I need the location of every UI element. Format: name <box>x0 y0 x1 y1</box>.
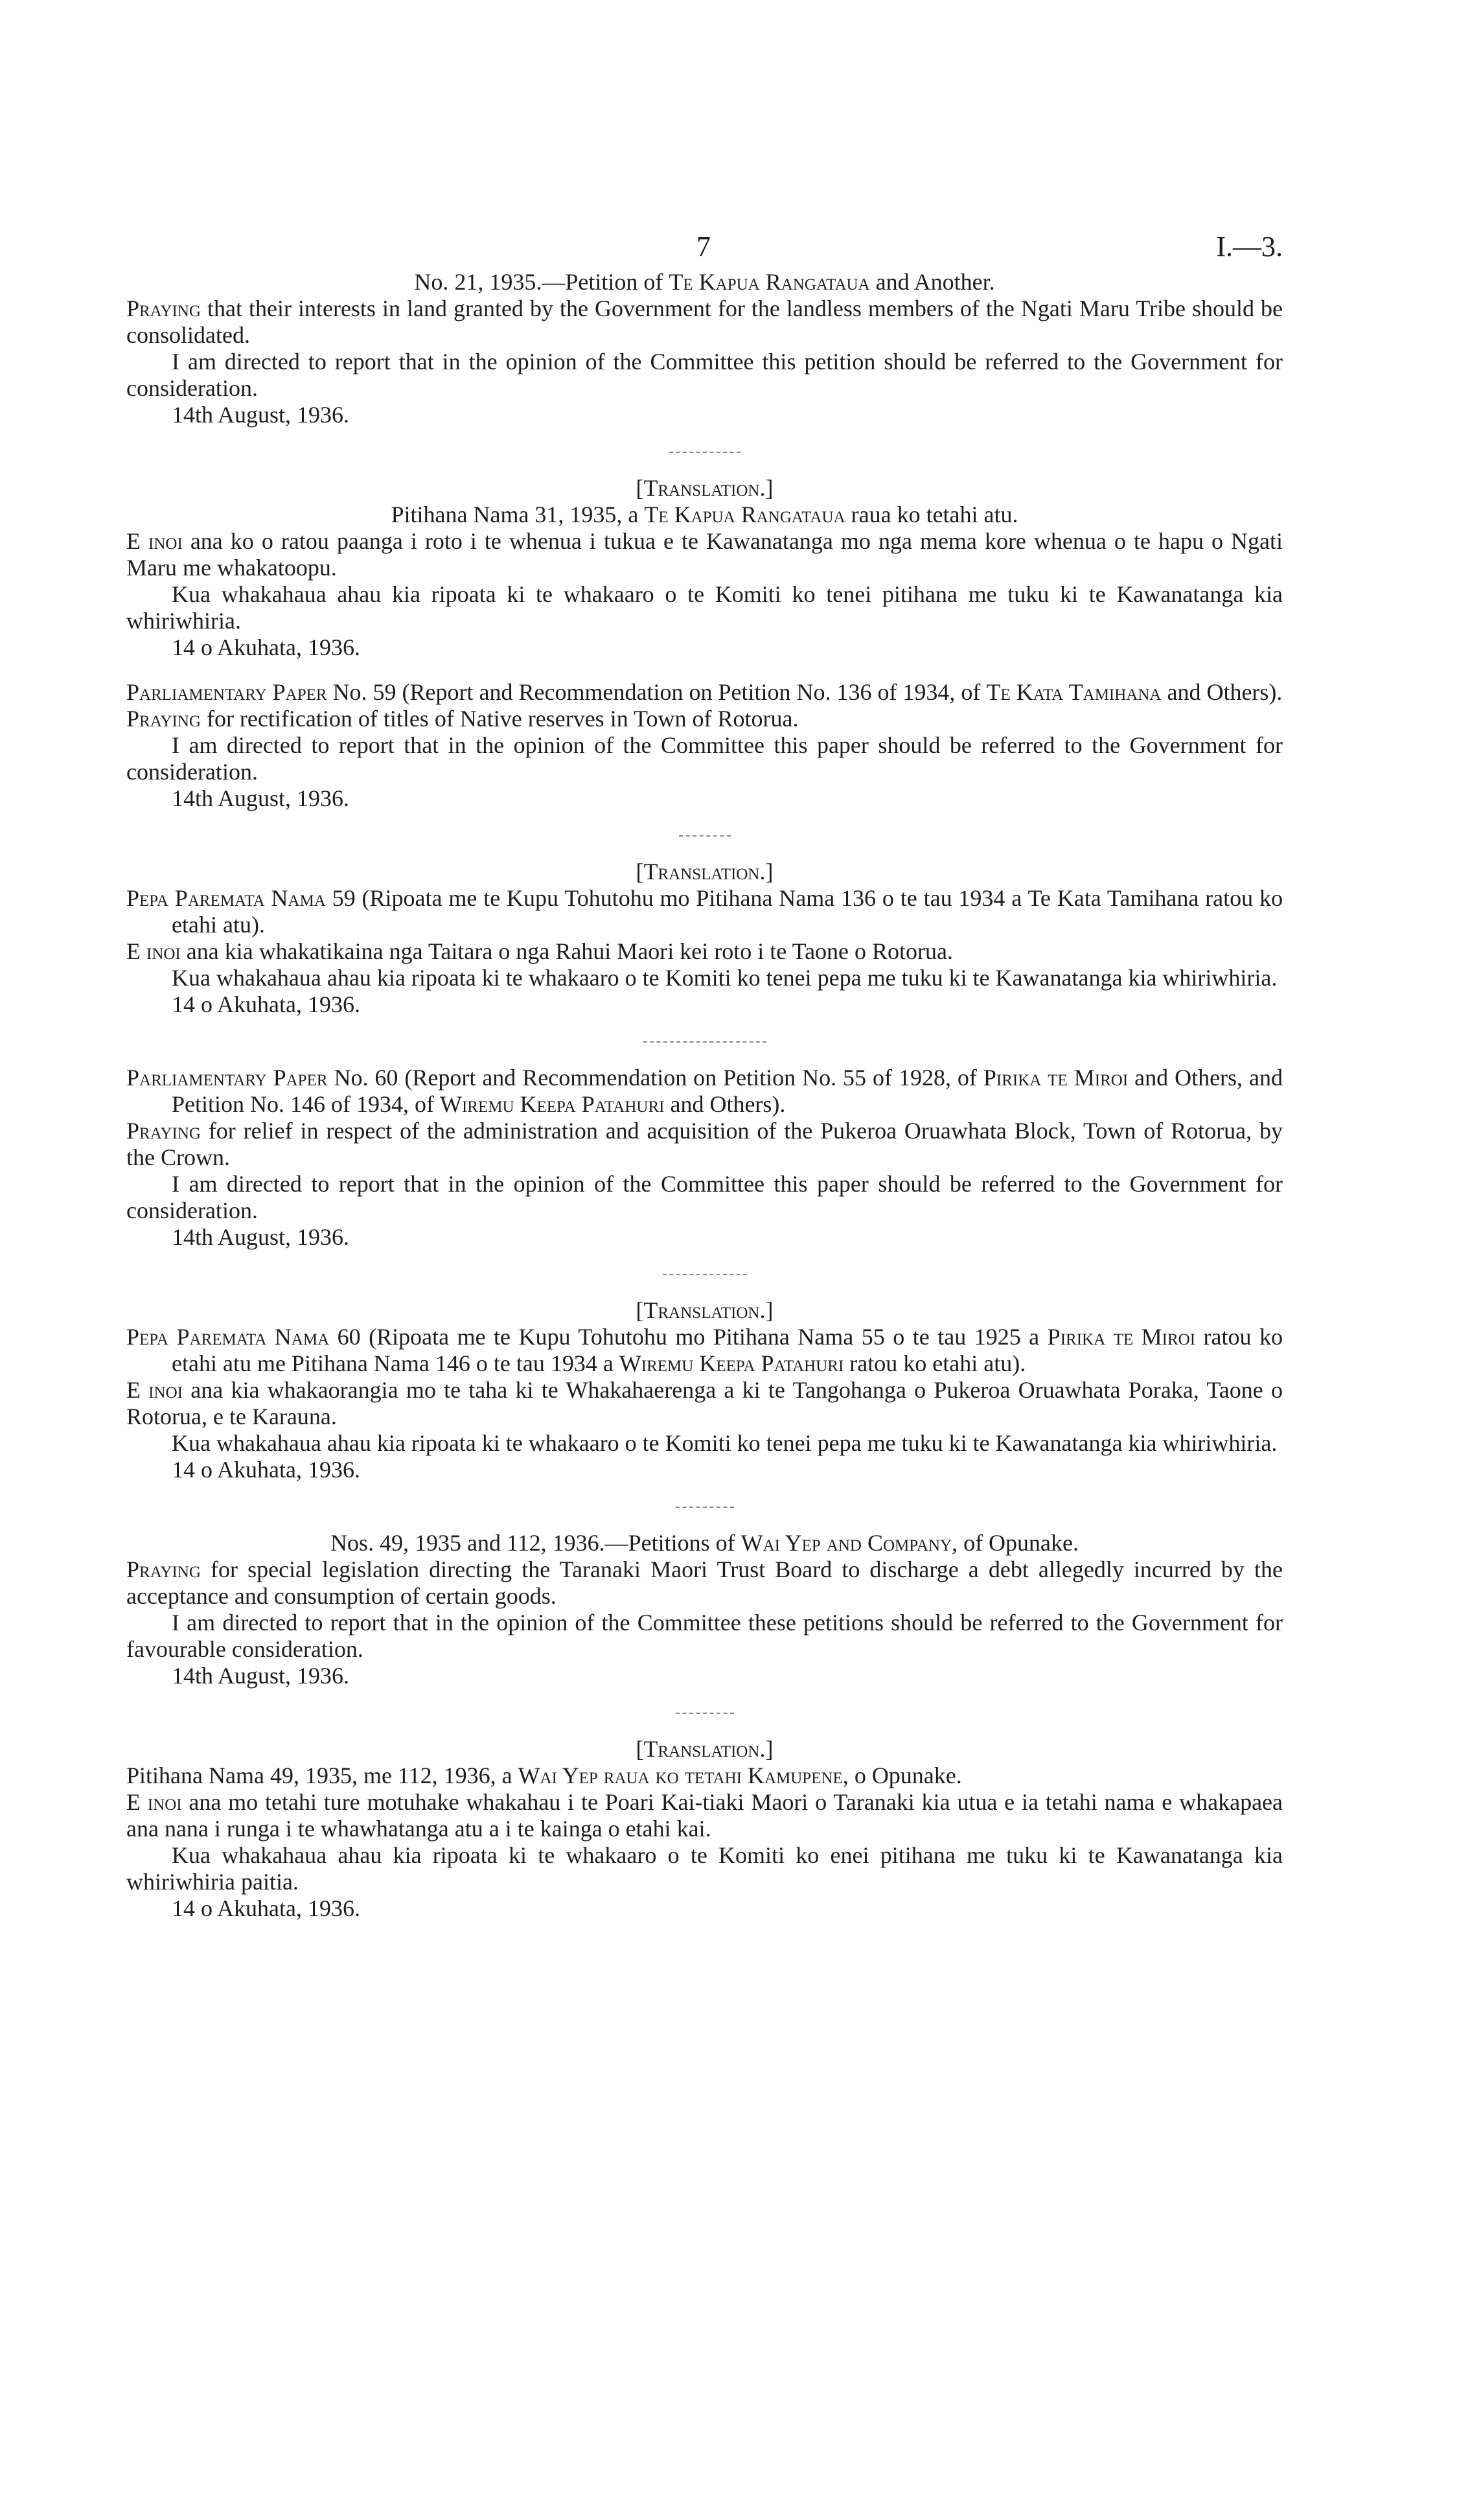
praying-paragraph: Praying for special legislation directing the Taranaki Maori Trust Board to discharge a debt allegedly incurred by the acceptance and consumption of certain goods. <box>126 1556 1283 1609</box>
translation-heading: [Translation.] <box>636 475 774 501</box>
praying-paragraph: E inoi ana ko o ratou paanga i roto i te whenua i tukua e te Kawanatanga mo nga mema kore whenua o te hapu o Ngati Maru me whakatoopu. <box>126 528 1283 581</box>
section-title: Parliamentary Paper No. 59 (Report and Recommendation on Petition No. 136 of 1934, of Te Kata Tamihana and Others). <box>126 679 1283 705</box>
section-divider <box>676 1713 734 1714</box>
page-header <box>126 230 1283 269</box>
section-title: No. 21, 1935.—Petition of Te Kapua Rangataua and Another. <box>414 269 995 295</box>
petition-section <box>126 679 1283 812</box>
section-title: Nos. 49, 1935 and 112, 1936.—Petitions of Wai Yep and Company, of Opunake. <box>330 1530 1079 1556</box>
section-date: 14th August, 1936. <box>172 1663 350 1689</box>
translation-section <box>126 1297 1283 1483</box>
translation-heading: [Translation.] <box>636 1297 774 1323</box>
paper-reference: I.—3. <box>1216 231 1283 262</box>
praying-paragraph: Praying that their interests in land granted by the Government for the landless members of the Ngati Maru Tribe should be consolidated. <box>126 295 1283 348</box>
petition-section <box>126 269 1283 428</box>
directive-paragraph: Kua whakahaua ahau kia ripoata ki te whakaaro o te Komiti ko tenei pepa me tuku ki te Kawanatanga kia whiriwhiria. <box>172 1430 1278 1456</box>
section-divider <box>643 1041 766 1043</box>
petition-section <box>126 1065 1283 1251</box>
section-title: Pitihana Nama 31, 1935, a Te Kapua Rangataua raua ko tetahi atu. <box>391 502 1018 527</box>
section-divider <box>663 1274 747 1275</box>
translation-section <box>126 475 1283 661</box>
directive-paragraph: I am directed to report that in the opinion of the Committee this petition should be referred to the Government for consideration. <box>126 349 1283 401</box>
translation-section <box>126 859 1283 1018</box>
section-date: 14 o Akuhata, 1936. <box>172 991 360 1017</box>
praying-paragraph: Praying for rectification of titles of Native reserves in Town of Rotorua. <box>126 706 799 732</box>
section-date: 14 o Akuhata, 1936. <box>172 1895 360 1921</box>
directive-paragraph: Kua whakahaua ahau kia ripoata ki te whakaaro o te Komiti ko tenei pepa me tuku ki te Kawanatanga kia whiriwhiria. <box>172 965 1278 991</box>
document-page <box>126 230 1283 1922</box>
section-divider <box>679 835 731 837</box>
section-title: Pepa Paremata Nama 60 (Ripoata me te Kupu Tohutohu mo Pitihana Nama 55 o te tau 1925 a Pirika te Miroi ratou ko etahi atu me Pitihana Nama 146 o te tau 1934 a Wiremu Keepa Patahuri ratou ko etahi atu). <box>126 1324 1283 1376</box>
section-title: Pepa Paremata Nama 59 (Ripoata me te Kupu Tohutohu mo Pitihana Nama 136 o te tau 1934 a Te Kata Tamihana ratou ko etahi atu). <box>126 885 1283 938</box>
section-divider <box>669 452 740 453</box>
translation-section <box>126 1736 1283 1922</box>
section-date: 14th August, 1936. <box>172 785 350 811</box>
petition-section <box>126 1530 1283 1689</box>
praying-paragraph: E inoi ana mo tetahi ture motuhake whakahau i te Poari Kai-tiaki Maori o Taranaki kia utua e ia tetahi nama e whakapaea ana nana i runga i te whawhatanga atu a i te kainga o etahi kai. <box>126 1789 1283 1842</box>
page-number: 7 <box>696 231 711 262</box>
praying-paragraph: Praying for relief in respect of the administration and acquisition of the Pukeroa Oruawhata Block, Town of Rotorua, by the Crown. <box>126 1118 1283 1170</box>
section-divider <box>676 1507 734 1508</box>
translation-heading: [Translation.] <box>636 1736 774 1762</box>
directive-paragraph: Kua whakahaua ahau kia ripoata ki te whakaaro o te Komiti ko tenei pitihana me tuku ki te Kawanatanga kia whiriwhiria. <box>126 581 1283 634</box>
section-date: 14th August, 1936. <box>172 402 350 428</box>
section-date: 14th August, 1936. <box>172 1224 350 1250</box>
praying-paragraph: E inoi ana kia whakatikaina nga Taitara o nga Rahui Maori kei roto i te Taone o Rotorua. <box>126 938 954 964</box>
section-title: Pitihana Nama 49, 1935, me 112, 1936, a Wai Yep raua ko tetahi Kamupene, o Opunake. <box>126 1763 962 1788</box>
directive-paragraph: I am directed to report that in the opinion of the Committee this paper should be referred to the Government for consideration. <box>126 732 1283 785</box>
section-date: 14 o Akuhata, 1936. <box>172 634 360 660</box>
section-date: 14 o Akuhata, 1936. <box>172 1457 360 1483</box>
translation-heading: [Translation.] <box>636 859 774 884</box>
praying-paragraph: E inoi ana kia whakaorangia mo te taha ki te Whakahaerenga a ki te Tangohanga o Pukeroa Oruawhata Poraka, Taone o Rotorua, e te Karauna. <box>126 1377 1283 1429</box>
directive-paragraph: Kua whakahaua ahau kia ripoata ki te whakaaro o te Komiti ko enei pitihana me tuku ki te Kawanatanga kia whiriwhiria paitia. <box>126 1842 1283 1895</box>
section-title: Parliamentary Paper No. 60 (Report and Recommendation on Petition No. 55 of 1928, of Pirika te Miroi and Others, and Petition No. 146 of 1934, of Wiremu Keepa Patahuri and Others). <box>126 1065 1283 1117</box>
directive-paragraph: I am directed to report that in the opinion of the Committee these petitions should be referred to the Government for favourable consideration. <box>126 1610 1283 1662</box>
directive-paragraph: I am directed to report that in the opinion of the Committee this paper should be referred to the Government for consideration. <box>126 1171 1283 1223</box>
